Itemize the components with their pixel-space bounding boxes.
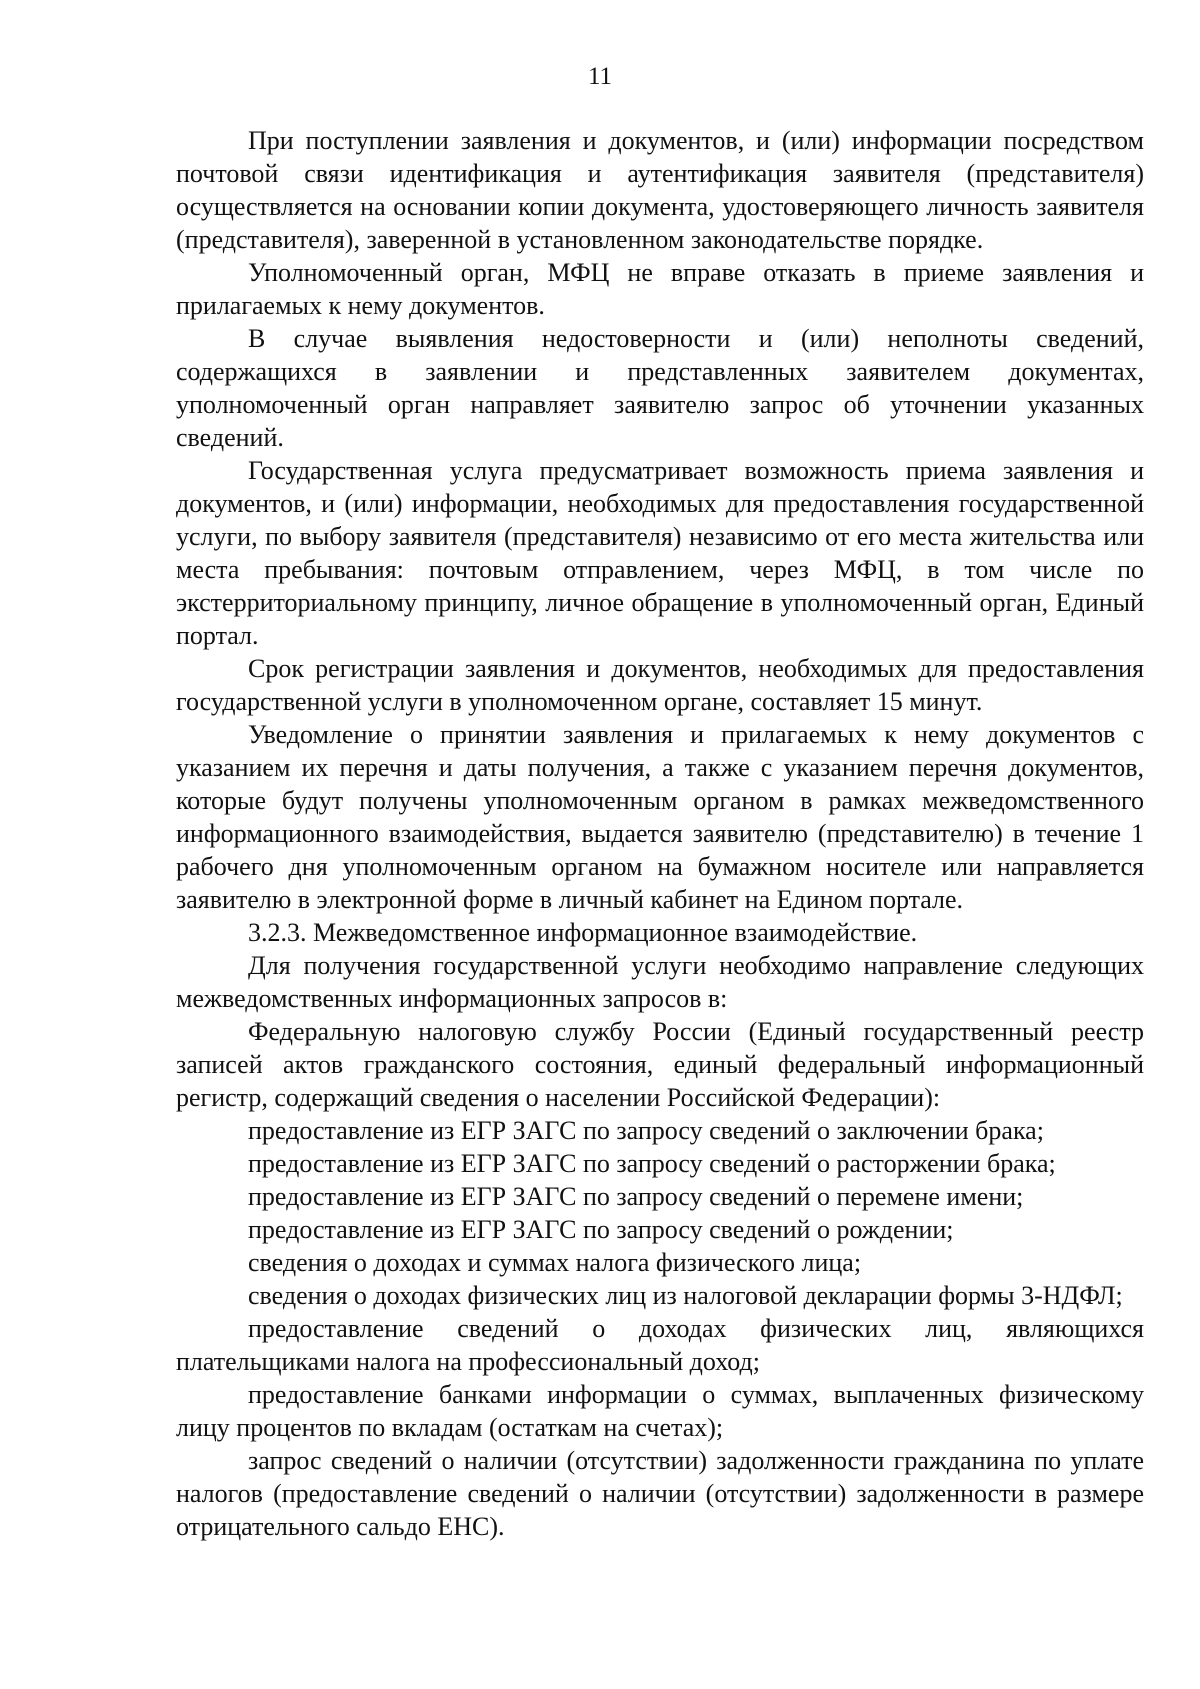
list-item: предоставление сведений о доходах физических лиц, являющихся плательщиками налога на профессиональный доход; [176,1314,1144,1376]
list-item: предоставление из ЕГР ЗАГС по запросу сведений о перемене имени; [248,1182,1024,1211]
list-item: сведения о доходах физических лиц из налоговой декларации формы 3-НДФЛ; [248,1281,1123,1310]
list-item: предоставление из ЕГР ЗАГС по запросу сведений о расторжении брака; [248,1149,1056,1178]
list-item: предоставление из ЕГР ЗАГС по запросу сведений о рождении; [248,1215,954,1244]
paragraph-submission-methods: Государственная услуга предусматривает возможность приема заявления и документов, и (или) информации, необходимых для предоставления государственной услуги, по выбору заявителя (представителя) независимо от его места жительства или места пребывания: почтовым отправлением, через МФЦ, в том числе по экстерриториальному принципу, личное обращение в уполномоченный орган, Единый портал. [176,456,1144,650]
document-body [176,124,1144,1543]
list-item: запрос сведений о наличии (отсутствии) задолженности гражданина по уплате налогов (предоставление сведений о наличии (отсутствии) задолженности в размере отрицательного сальдо ЕНС). [176,1446,1144,1541]
section-heading-3-2-3: 3.2.3. Межведомственное информационное взаимодействие. [248,918,918,947]
paragraph-interagency-requests: Для получения государственной услуги необходимо направление следующих межведомственных информационных запросов в: [176,951,1144,1013]
paragraph-registration-term: Срок регистрации заявления и документов, необходимых для предоставления государственной услуги в уполномоченном органе, составляет 15 минут. [176,654,1144,716]
list-item: предоставление банками информации о суммах, выплаченных физическому лицу процентов по вкладам (остаткам на счетах); [176,1380,1144,1442]
paragraph-clarification-request: В случае выявления недостоверности и (или) неполноты сведений, содержащихся в заявлении и представленных заявителем документах, уполномоченный орган направляет заявителю запрос об уточнении указанных сведений. [176,324,1144,452]
paragraph-tax-service: Федеральную налоговую службу России (Единый государственный реестр записей актов гражданского состояния, единый федеральный информационный регистр, содержащий сведения о населении Российской Федерации): [176,1017,1144,1112]
list-item: сведения о доходах и суммах налога физического лица; [248,1248,862,1277]
paragraph-acceptance-notice: Уведомление о принятии заявления и прилагаемых к нему документов с указанием их перечня и даты получения, а также с указанием перечня документов, которые будут получены уполномоченным органом в рамках межведомственного информационного взаимодействия, выдается заявителю (представителю) в течение 1 рабочего дня уполномоченным органом на бумажном носителе или направляется заявителю в электронной форме в личный кабинет на Едином портале. [176,720,1144,914]
page-number: 11 [587,63,613,90]
paragraph-no-refusal: Уполномоченный орган, МФЦ не вправе отказать в приеме заявления и прилагаемых к нему документов. [176,258,1144,320]
paragraph-identification: При поступлении заявления и документов, и (или) информации посредством почтовой связи идентификация и аутентификация заявителя (представителя) осуществляется на основании копии документа, удостоверяющего личность заявителя (представителя), заверенной в установленном законодательстве порядке. [176,126,1144,254]
list-item: предоставление из ЕГР ЗАГС по запросу сведений о заключении брака; [248,1116,1044,1145]
